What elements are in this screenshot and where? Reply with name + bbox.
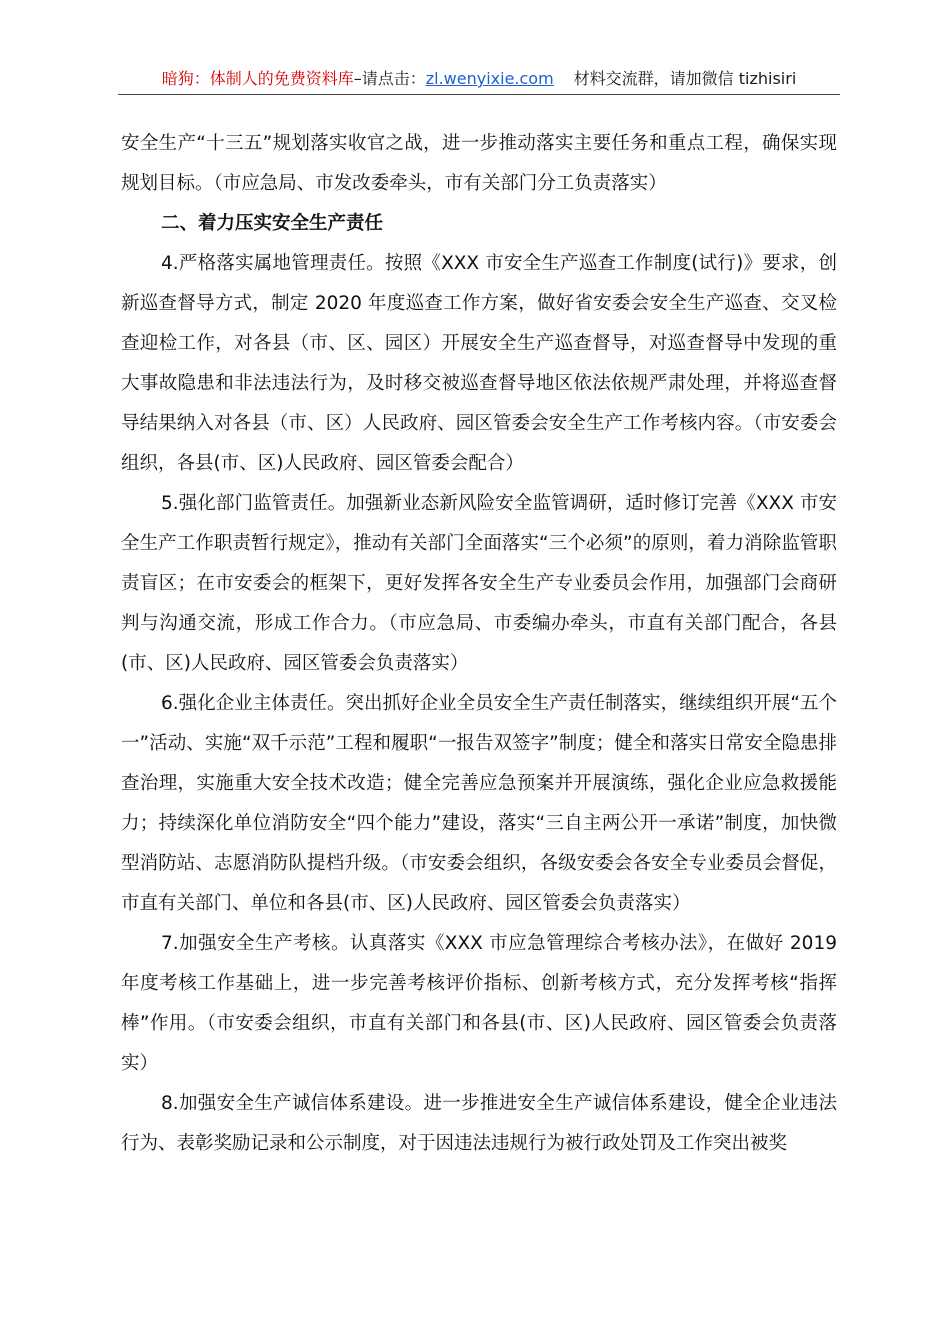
paragraph-continuation: 安全生产“十三五”规划落实收官之战，进一步推动落实主要任务和重点工程，确保实现规划目标。（市应急局、市发改委牵头，市有关部门分工负责落实） — [121, 133, 837, 194]
document-body — [121, 124, 837, 1164]
header-prompt: –请点击： — [353, 69, 426, 88]
paragraph-item-8: 8.加强安全生产诚信体系建设。进一步推进安全生产诚信体系建设，健全企业违法行为、表彰奖励记录和公示制度，对于因违法违规行为被行政处罚及工作突出被奖 — [121, 1093, 837, 1154]
section-heading: 二、着力压实安全生产责任 — [161, 213, 384, 234]
page-header — [118, 66, 840, 96]
paragraph-item-6: 6.强化企业主体责任。突出抓好企业全员安全生产责任制落实，继续组织开展“五个一”活动、实施“双千示范”工程和履职“一报告双签字”制度；健全和落实日常安全隐患排查治理，实施重大安全技术改造；健全完善应急预案并开展演练，强化企业应急救援能力；持续深化单位消防安全“四个能力”建设，落实“三自主两公开一承诺”制度，加快微型消防站、志愿消防队提档升级。（市安委会组织，各级安委会各安全专业委员会督促，市直有关部门、单位和各县(市、区)人民政府、园区管委会负责落实） — [121, 693, 837, 914]
paragraph-item-4: 4.严格落实属地管理责任。按照《XXX 市安全生产巡查工作制度(试行)》要求，创新巡查督导方式，制定 2020 年度巡查工作方案，做好省安委会安全生产巡查、交叉检查迎检工作，对各县（市、区、园区）开展安全生产巡查督导，对巡查督导中发现的重大事故隐患和非法违法行为，及时移交被巡查督导地区依法依规严肃处理，并将巡查督导结果纳入对各县（市、区）人民政府、园区管委会安全生产工作考核内容。（市安委会组织，各县(市、区)人民政府、园区管委会配合） — [121, 253, 837, 474]
header-contact: 材料交流群，请加微信 tizhisiri — [573, 69, 797, 88]
header-brand: 暗狗：体制人的免费资料库 — [161, 69, 354, 88]
paragraph-item-7: 7.加强安全生产考核。认真落实《XXX 市应急管理综合考核办法》，在做好 2019 年度考核工作基础上，进一步完善考核评价指标、创新考核方式，充分发挥考核“指挥棒”作用。（市安委会组织，市直有关部门和各县(市、区)人民政府、园区管委会负责落实） — [121, 933, 837, 1074]
header-divider — [118, 94, 840, 95]
header-link[interactable]: zl.wenyixie.com — [425, 69, 554, 88]
paragraph-item-5: 5.强化部门监管责任。加强新业态新风险安全监管调研，适时修订完善《XXX 市安全生产工作职责暂行规定》，推动有关部门全面落实“三个必须”的原则，着力消除监管职责盲区；在市安委会的框架下，更好发挥各安全生产专业委员会作用，加强部门会商研判与沟通交流，形成工作合力。（市应急局、市委编办牵头，市直有关部门配合，各县(市、区)人民政府、园区管委会负责落实） — [121, 493, 837, 674]
